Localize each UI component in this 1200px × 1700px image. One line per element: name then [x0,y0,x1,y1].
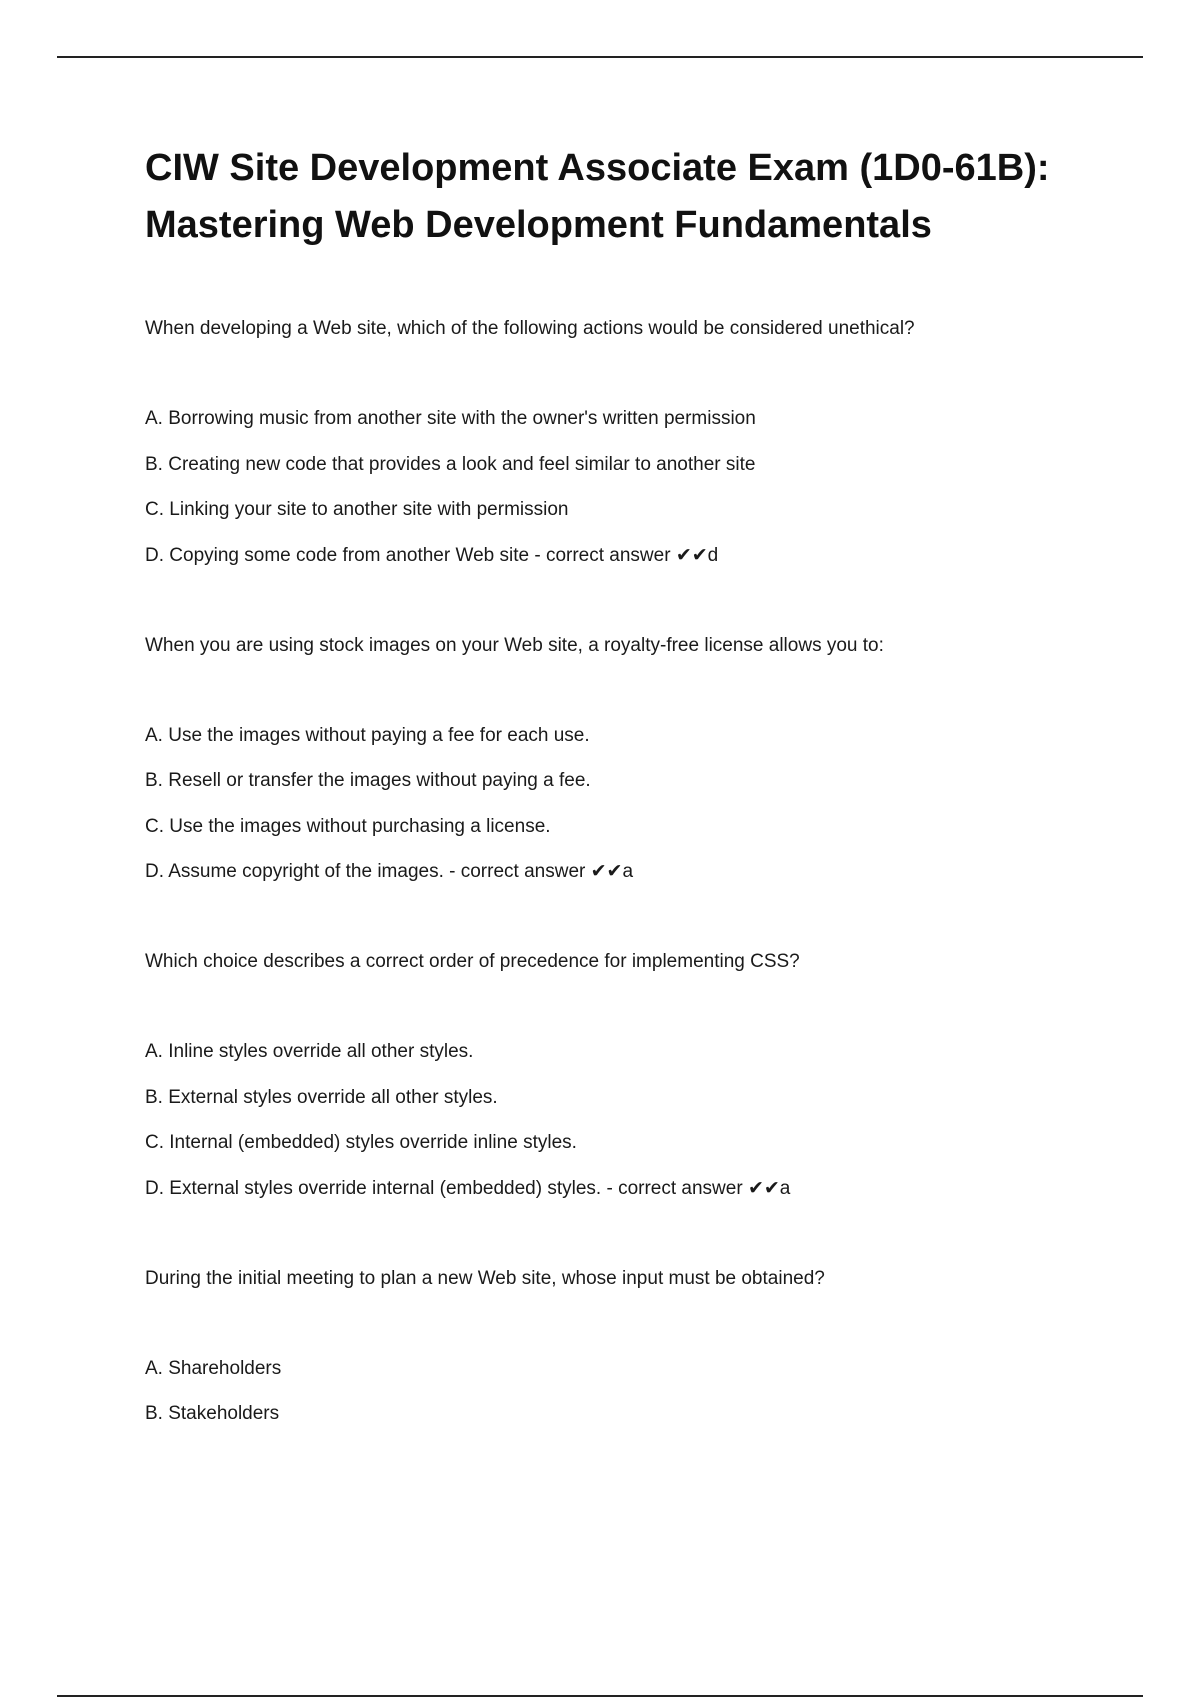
document-body [145,140,1105,1427]
answer-option-c: C. Use the images without purchasing a license. [145,816,551,837]
answer-option-d: D. Assume copyright of the images. - correct answer ✔✔a [145,861,634,882]
question-text: When you are using stock images on your Web site, a royalty-free license allows you to: [145,635,884,656]
answer-option-b: B. Stakeholders [145,1403,280,1424]
answer-options [145,1356,1105,1427]
answer-option-d: D. Copying some code from another Web site - correct answer ✔✔d [145,545,719,566]
answer-options [145,406,1105,569]
answer-option-b: B. External styles override all other styles. [145,1087,498,1108]
answer-options [145,723,1105,885]
top-rule [57,56,1143,58]
answer-options [145,1039,1105,1202]
title-line-2: Mastering Web Development Fundamentals [145,204,932,246]
answer-option-b: B. Creating new code that provides a look and feel similar to another site [145,454,756,475]
answer-option-c: C. Linking your site to another site with permission [145,499,569,520]
answer-option-d: D. External styles override internal (embedded) styles. - correct answer ✔✔a [145,1178,791,1199]
question-block-3 [145,949,1105,1202]
answer-option-a: A. Shareholders [145,1358,282,1379]
question-block-4 [145,1266,1105,1427]
question-text: When developing a Web site, which of the following actions would be considered unethical? [145,318,915,339]
question-text: Which choice describes a correct order of precedence for implementing CSS? [145,951,800,972]
answer-option-a: A. Use the images without paying a fee for each use. [145,725,590,746]
answer-option-a: A. Borrowing music from another site with the owner's written permission [145,408,756,429]
title-line-1: CIW Site Development Associate Exam (1D0-61B): [145,147,1050,189]
bottom-rule [57,1695,1143,1697]
answer-option-c: C. Internal (embedded) styles override inline styles. [145,1132,577,1153]
question-text: During the initial meeting to plan a new Web site, whose input must be obtained? [145,1268,825,1289]
document-title [145,140,1105,254]
answer-option-a: A. Inline styles override all other styles. [145,1041,474,1062]
question-block-2 [145,633,1105,885]
answer-option-b: B. Resell or transfer the images without paying a fee. [145,770,591,791]
question-block-1 [145,316,1105,569]
